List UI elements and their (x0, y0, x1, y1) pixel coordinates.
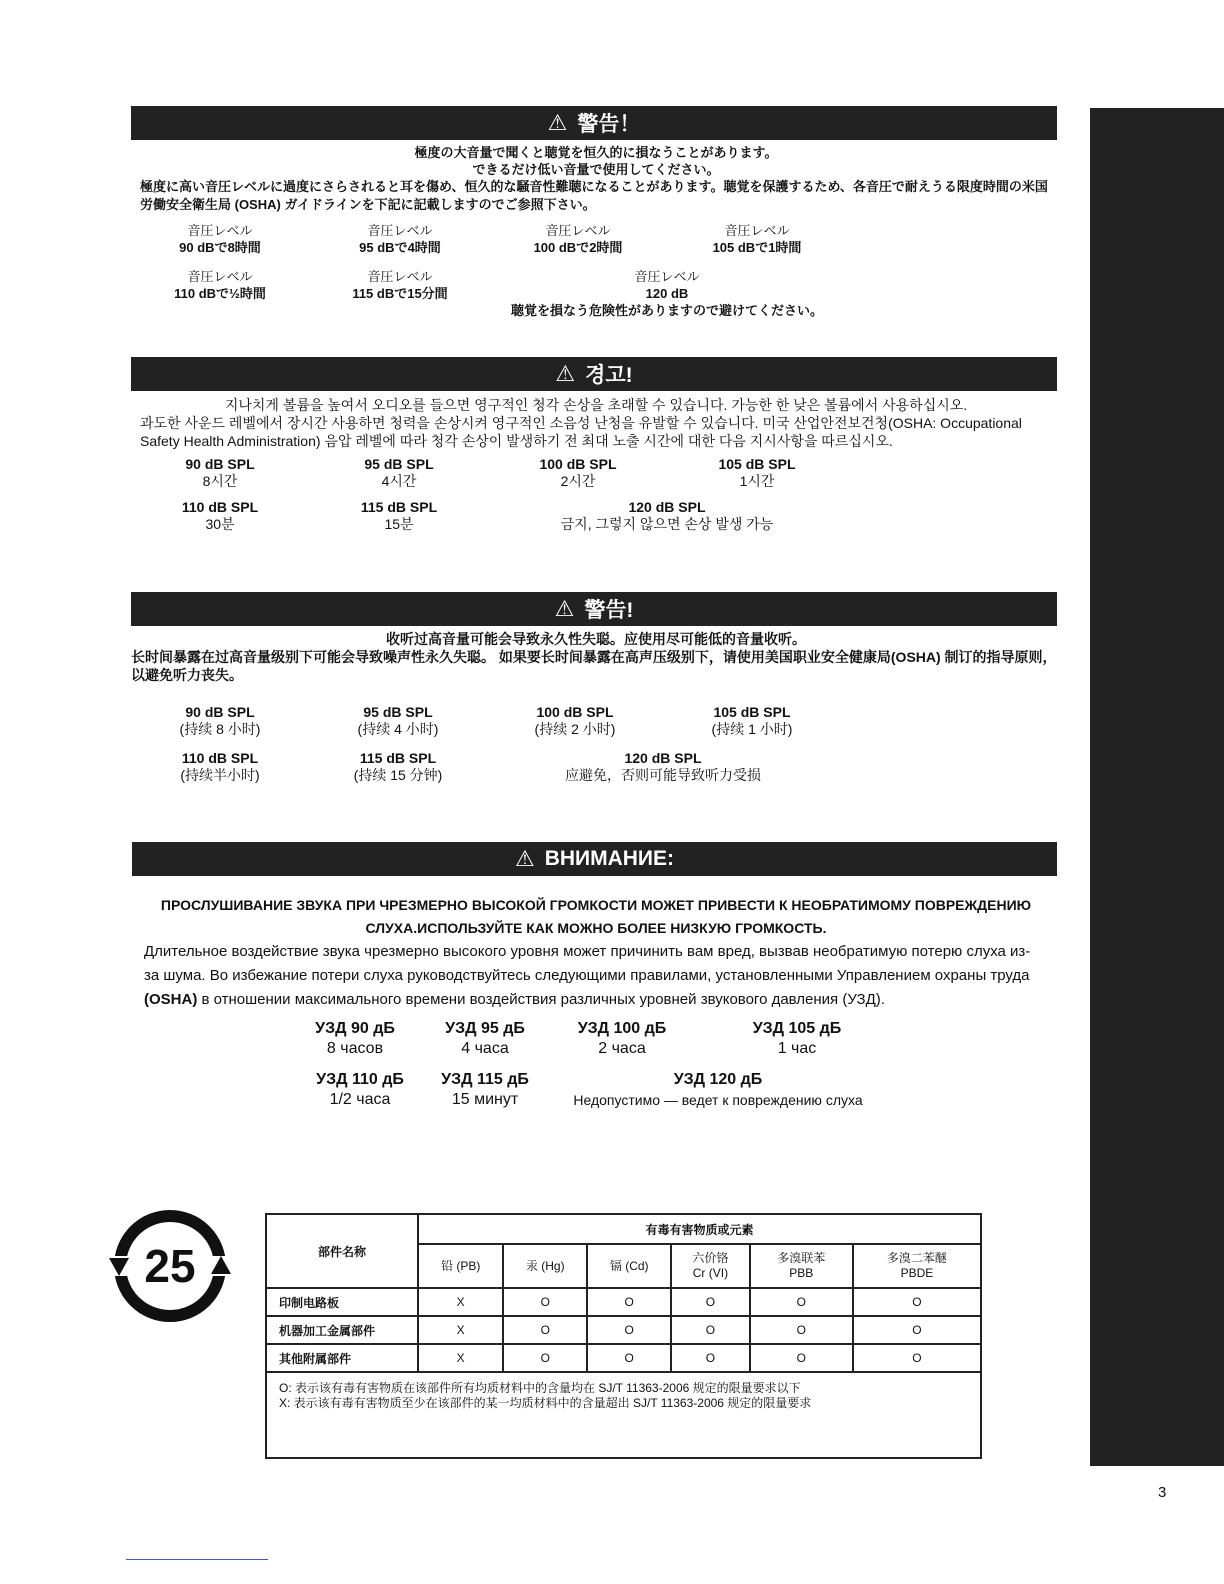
ru-line2: СЛУХА.ИСПОЛЬЗУЙТЕ КАК МОЖНО БОЛЕЕ НИЗКУЮ ГРОМКОСТЬ. (365, 920, 827, 936)
hazardous-substances-table (265, 1213, 982, 1459)
kr-level-item: 90 dB SPL 8시간 (185, 456, 255, 489)
warning-icon: ⚠ (554, 596, 575, 621)
column-header: 多溴联苯 PBB (750, 1244, 853, 1288)
cn-level-item: 90 dB SPL (持续 8 小时) (179, 704, 261, 737)
cn-body: 长时间暴露在过高音量级别下可能会导致噪声性永久失聪。 如果要长时间暴露在高声压级别下，请使用美国职业安全健康局(OSHA) 制订的指导原则，以避免听力丧失。 (131, 649, 1057, 683)
kr-body: 과도한 사운드 레벨에서 장시간 사용하면 청력을 손상시켜 영구적인 소음성 난청을 유발할 수 있습니다. 미국 산업안전보건청(OSHA: Occupational Safety Health Administration) 음압 레벨에 따라 청각 손상이 발생하기 전 최대 노출 시간에 대한 다음 지시사항을 따르십시오. (140, 415, 1022, 449)
jp-level-item: 音圧レベル 105 dBで1時間 (712, 223, 802, 255)
part-name-header: 部件名称 (266, 1214, 418, 1288)
cn-level-item: 95 dB SPL (持续 4 小时) (357, 704, 439, 737)
table-row: 印制电路板 X O O O O O (266, 1288, 981, 1316)
column-header: 六价铬 Cr (VI) (671, 1244, 749, 1288)
kr-level-item: 115 dB SPL 15분 (360, 499, 438, 532)
jp-line1: 極度の大音量で聞くと聴覚を恒久的に損なうことがあります。 (414, 145, 778, 160)
jp-line2: できるだけ低い音量で使用してください。 (472, 162, 720, 177)
ru-warning-banner (132, 842, 1057, 876)
ru-line1: ПРОСЛУШИВАНИЕ ЗВУКА ПРИ ЧРЕЗМЕРНО ВЫСОКОЙ ГРОМКОСТИ МОЖЕТ ПРИВЕСТИ К НЕОБРАТИМОМУ ПОВРЕЖДЕНИЮ (160, 897, 1032, 913)
kr-line1: 지나치게 볼륨을 높여서 오디오를 들으면 영구적인 청각 손상을 초래할 수 있습니다. 가능한 한 낮은 볼륨에서 사용하십시오. (224, 397, 968, 413)
column-header: 镉 (Cd) (587, 1244, 671, 1288)
jp-level-item: 音圧レベル 95 dBで4時間 (359, 223, 441, 255)
table-row: 其他附属部件 X O O O O O (266, 1344, 981, 1372)
substances-header: 有毒有害物质或元素 (418, 1214, 981, 1244)
cn-level-item: 100 dB SPL (持续 2 小时) (534, 704, 616, 737)
column-header: 汞 (Hg) (503, 1244, 587, 1288)
ru-level-item: УЗД 115 дБ 15 минут (441, 1071, 529, 1108)
kr-level-item: 100 dB SPL 2시간 (539, 456, 617, 489)
jp-level-item: 音圧レベル 100 dBで2時間 (533, 223, 623, 255)
table-notes (266, 1372, 981, 1458)
ru-level-item: УЗД 110 дБ 1/2 часа (316, 1071, 404, 1108)
jp-body: 極度に高い音圧レベルに過度にさらされると耳を傷め、恒久的な騒音性難聴になることがあります。聴覚を保護するため、各音圧で耐えうる限度時間の米国労働安全衛生局 (OSHA) ガイドラインを下記に記載しますのでご参照下さい。 (140, 179, 1048, 212)
jp-warning-title: 警告！ (577, 113, 641, 136)
ru-level-item: УЗД 100 дБ 2 часа (577, 1020, 667, 1057)
warning-icon: ⚠ (555, 361, 576, 386)
jp-level-item: 音圧レベル 115 dBで15分間 (352, 269, 448, 301)
kr-level-item: 120 dB SPL 금지, 그렇지 않으면 손상 발생 가능 (560, 499, 774, 532)
table-row: 机器加工金属部件 X O O O O O (266, 1316, 981, 1344)
note-o: O: 表示该有毒有害物质在该部件所有均质材料中的含量均在 SJ/T 11363-2006 规定的限量要求以下 (279, 1381, 801, 1395)
warning-icon: ⚠ (514, 846, 535, 871)
cn-level-item: 115 dB SPL (持续 15 分钟) (353, 750, 443, 783)
ru-body: Длительное воздействие звука чрезмерно высокого уровня может причинить вам вред, вызвав необратимую потерю слуха из-за шума. Во избежание потери слуха руководствуйтесь следующими правилами, установленными Управлением охраны труда (OSHA) в отношении максимального времени воздействия различных уровней звукового давления (УЗД). (144, 943, 1031, 1008)
cn-level-item: 120 dB SPL 应避免，否则可能导致听力受损 (565, 750, 761, 783)
note-x: X: 表示该有毒有害物质至少在该部件的某一均质材料中的含量超出 SJ/T 11363-2006 规定的限量要求 (279, 1396, 812, 1410)
environmental-protection-use-period-logo (105, 1208, 235, 1324)
ru-level-item: УЗД 90 дБ 8 часов (315, 1020, 395, 1057)
jp-level-item: 音圧レベル 110 dBで½時間 (174, 269, 266, 301)
cn-level-item: 110 dB SPL (持续半小时) (180, 750, 260, 783)
side-tab (1090, 108, 1224, 1466)
page-number: 3 (1158, 1484, 1167, 1501)
kr-warning-title: 경고! (585, 364, 633, 387)
kr-level-item: 95 dB SPL 4시간 (364, 456, 434, 489)
ru-warning-title: ВНИМАНИЕ: (544, 847, 675, 870)
ru-level-item: УЗД 120 дБ Недопустимо — ведет к повреждению слуха (573, 1071, 863, 1108)
jp-level-item: 音圧レベル 90 dBで8時間 (179, 223, 261, 255)
kr-level-item: 110 dB SPL 30분 (181, 499, 259, 532)
logo-number: 25 (144, 1240, 196, 1292)
jp-warning-banner (131, 106, 1057, 140)
jp-level-item: 音圧レベル 120 dB 聴覚を損なう危険性がありますので避けてください。 (510, 269, 823, 318)
ru-level-item: УЗД 95 дБ 4 часа (445, 1020, 525, 1057)
warning-icon: ⚠ (547, 110, 568, 135)
footer-rule (126, 1559, 268, 1560)
kr-warning-banner (131, 357, 1057, 391)
column-header: 铅 (PB) (418, 1244, 503, 1288)
cn-warning-banner (131, 592, 1057, 626)
column-header: 多溴二苯醚 PBDE (853, 1244, 981, 1288)
cn-line1: 收听过高音量可能会导致永久性失聪。应使用尽可能低的音量收听。 (386, 631, 806, 647)
kr-level-item: 105 dB SPL 1시간 (718, 456, 796, 489)
ru-level-item: УЗД 105 дБ 1 час (752, 1020, 842, 1057)
cn-warning-title: 警告! (584, 599, 634, 622)
cn-level-item: 105 dB SPL (持续 1 小时) (711, 704, 793, 737)
